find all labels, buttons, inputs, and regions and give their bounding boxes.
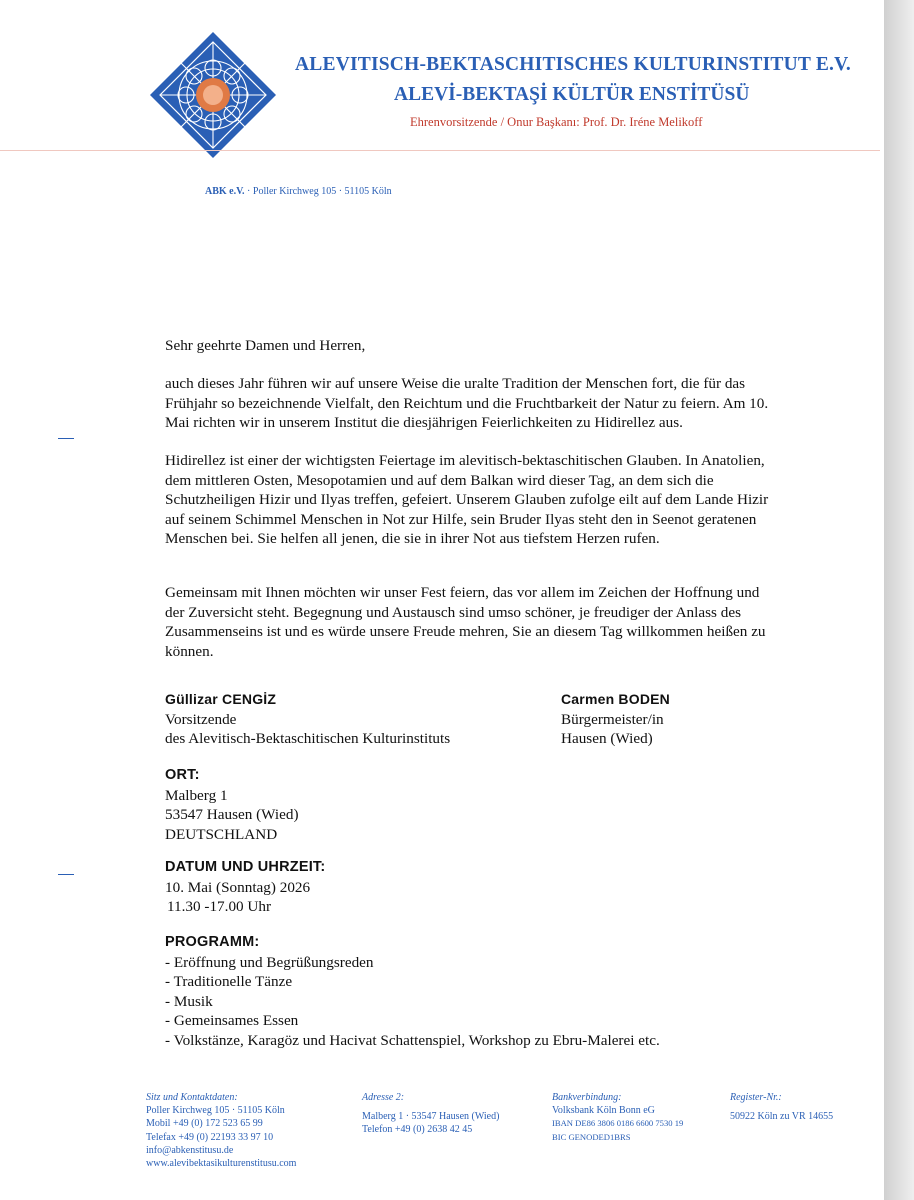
- signature-left: [165, 690, 450, 749]
- header-divider: [0, 150, 880, 151]
- program-item: - Traditionelle Tänze: [165, 973, 293, 990]
- honorary-chair: Ehrenvorsitzende / Onur Başkanı: Prof. Dr. Iréne Melikoff: [410, 115, 703, 129]
- signatory-org: Hausen (Wied): [561, 730, 653, 747]
- paragraph-text: auch dieses Jahr führen wir auf unsere Weise die uralte Tradition der Menschen fort, die für das Frühjahr so bezeichnende Vielfalt, den Reichtum und die Fruchtbarkeit der Natur zu feiern. Am 10. Mai richten wir in unserem Institut die diesjährigen Feierlichkeiten zu Hidirellez aus.: [165, 375, 769, 431]
- paragraph-text: Hidirellez ist einer der wichtigsten Feiertage im alevitisch-bektaschitischen Glauben. In Anatolien, dem mittleren Osten, Mesopotamien und auf dem Balkan wird dieser Tag, an dem sich die Schutzheiligen Hizir und Ilyas treffen, gefeiert. Unserem Glauben zufolge eilt auf dem Lande Hizir auf seinem Schimmel Menschen in Not zur Hilfe, sein Bruder Ilyas steht den in Seenot geratenen Menschen bei. Sie helfen all jenen, die sie in ihrer Not aus tiefstem Herzen rufen.: [165, 452, 769, 547]
- signature-right: [561, 690, 670, 749]
- location-line: 53547 Hausen (Wied): [165, 806, 299, 823]
- sender-org: ABK e.V.: [205, 186, 245, 197]
- signatory-title: Bürgermeister/in: [561, 710, 664, 728]
- signatory-name: Carmen BODEN: [561, 691, 670, 707]
- location-line: Malberg 1: [165, 786, 228, 804]
- sender-address: · Poller Kirchweg 105 · 51105 Köln: [247, 186, 392, 197]
- program-heading: PROGRAMM:: [165, 934, 260, 950]
- footer-contact: [146, 1091, 296, 1170]
- program-item: - Volkstänze, Karagöz und Hacivat Schattenspiel, Workshop zu Ebru-Malerei etc.: [165, 1031, 660, 1049]
- footer-line: Malberg 1 · 53547 Hausen (Wied): [362, 1111, 500, 1123]
- program-item: - Gemeinsames Essen: [165, 1012, 299, 1029]
- fold-mark: [58, 874, 74, 875]
- footer-line: Volksbank Köln Bonn eG: [552, 1105, 655, 1117]
- footer-line: 50922 Köln zu VR 14655: [730, 1111, 834, 1123]
- footer-heading: Sitz und Kontaktdaten:: [146, 1092, 238, 1103]
- diamond-rosette-logo-icon: [148, 30, 278, 160]
- footer-email: info@abkenstitusu.de: [146, 1144, 234, 1156]
- footer-line: Poller Kirchweg 105 · 51105 Köln: [146, 1105, 285, 1117]
- location-heading: ORT:: [165, 767, 200, 783]
- program-item: - Musik: [165, 992, 213, 1010]
- date-section: [165, 858, 325, 917]
- org-name-de: ALEVITISCH-BEKTASCHITISCHES KULTURINSTITUT E.V.: [295, 54, 851, 75]
- location-section: [165, 766, 299, 844]
- org-name-tr: ALEVİ-BEKTAŞİ KÜLTÜR ENSTİTÜSÜ: [394, 84, 750, 105]
- sender-line: [205, 186, 392, 197]
- salutation: Sehr geehrte Damen und Herren,: [165, 337, 366, 354]
- paragraph-intro: [165, 374, 775, 433]
- paragraph-hidirellez: [165, 451, 775, 549]
- signatory-org: des Alevitisch-Bektaschitischen Kulturinstituts: [165, 730, 451, 747]
- date-heading: DATUM UND UHRZEIT:: [165, 859, 326, 875]
- footer-address2: [362, 1091, 499, 1137]
- footer-heading: Adresse 2:: [362, 1092, 405, 1103]
- footer-bank: [552, 1091, 683, 1144]
- signatory-title: Vorsitzende: [165, 710, 237, 728]
- footer-register: [730, 1091, 833, 1123]
- page-edge: [884, 0, 914, 1200]
- footer-iban: IBAN DE86 3806 0186 6600 7530 19: [552, 1118, 684, 1129]
- footer-line: Mobil +49 (0) 172 523 65 99: [146, 1118, 263, 1130]
- event-date: 10. Mai (Sonntag) 2026: [165, 878, 311, 896]
- footer-website: www.alevibektasikulturenstitusu.com: [146, 1158, 297, 1170]
- signatory-name: Güllizar CENGİZ: [165, 691, 277, 707]
- paragraph-invitation: [165, 583, 775, 661]
- program-section: [165, 933, 660, 1050]
- fold-mark: [58, 438, 74, 439]
- footer-line: Telefax +49 (0) 22193 33 97 10: [146, 1131, 274, 1143]
- footer-heading: Bankverbindung:: [552, 1092, 622, 1103]
- program-item: - Eröffnung und Begrüßungsreden: [165, 953, 374, 971]
- footer-line: Telefon +49 (0) 2638 42 45: [362, 1124, 473, 1136]
- event-time: 11.30 -17.00 Uhr: [167, 898, 272, 915]
- footer-bic: BIC GENODED1BRS: [552, 1131, 631, 1142]
- location-line: DEUTSCHLAND: [165, 825, 278, 843]
- footer-heading: Register-Nr.:: [730, 1092, 782, 1103]
- paragraph-text: Gemeinsam mit Ihnen möchten wir unser Fest feiern, das vor allem im Zeichen der Hoffnung und der Zuversicht steht. Begegnung und Austausch sind umso schöner, je freudiger der Anlass des Zusammenseins ist und es würde unsere Freude mehren, Sie an diesem Tag willkommen heißen zu können.: [165, 584, 766, 660]
